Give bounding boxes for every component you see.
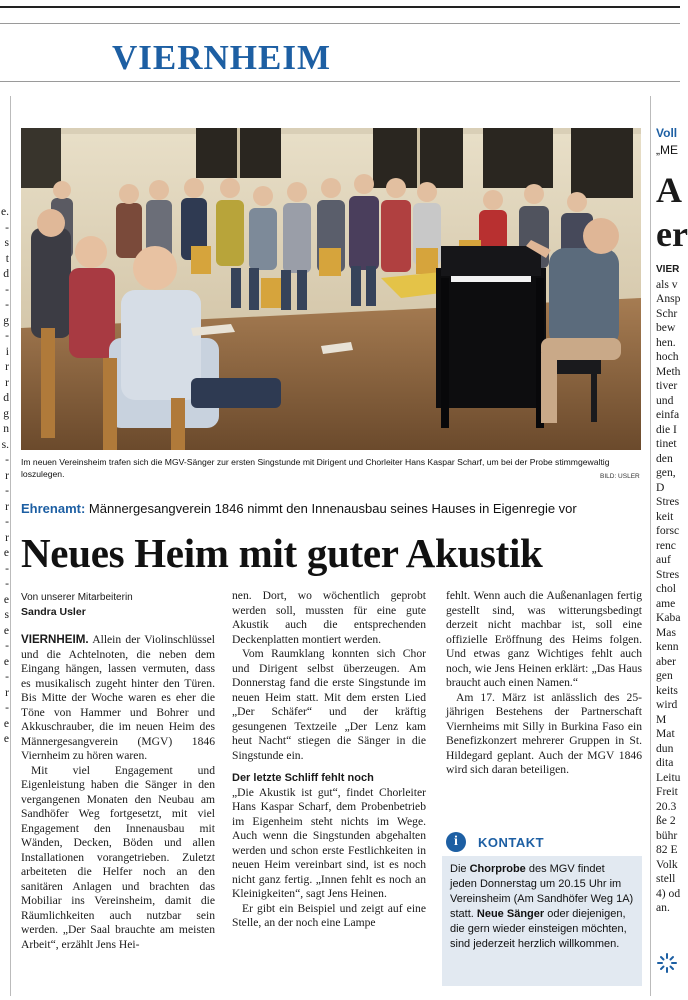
right-strip-fragment: ame — [656, 596, 676, 610]
left-strip-fragment: - — [5, 298, 9, 311]
right-strip-fragment: hen. — [656, 335, 676, 349]
left-strip-fragment: - — [5, 329, 9, 342]
right-strip-fragment: bühr — [656, 828, 678, 842]
header-rule-top — [0, 23, 680, 24]
left-strip-fragment: r — [5, 375, 9, 389]
left-strip-fragment: i — [5, 344, 9, 358]
article-column-2 — [232, 589, 426, 931]
right-strip-headline — [656, 168, 688, 256]
dateline: VIERNHEIM. — [21, 633, 89, 646]
right-strip-fragment: Volk — [656, 857, 678, 871]
article-paragraph: fehlt. Wenn auch die Außenanlagen fertig gestellt sind, was witterungsbedingt derzeit nicht machbar ist, soll eine offizielle Eröffnung des Heims folgen. Und etwas ganz Wichtiges fehlt auch noch, wie Jens Heinen erklärt: „Das Haus braucht auch einen Namen.“ — [446, 589, 642, 689]
right-strip-fragment: 20.3 — [656, 799, 677, 813]
right-strip-fragment: kenn — [656, 640, 679, 653]
right-strip-fragment: Freit — [656, 785, 678, 798]
article-column-3 — [446, 589, 642, 778]
right-strip-head1: Voll — [656, 126, 678, 140]
right-strip-fragment: Ansp — [656, 292, 681, 305]
left-strip-fragment: r — [5, 499, 9, 513]
left-strip-fragment: - — [5, 561, 9, 575]
right-strip-fragment: und — [656, 393, 674, 407]
photo-credit: BILD: USLER — [600, 473, 640, 480]
right-strip-fragment: tinet — [656, 437, 677, 450]
kontakt-text: Die Chorprobe des MGV findet jeden Donnerstag um 20.15 Uhr im Vereinsheim (Am Sandhöfer Weg 1A) statt. Neue Sänger oder diejenigen, die gern wieder einsteigen möchten, sind jederzeit herzlich willkommen. — [450, 863, 634, 950]
left-strip-fragment: d — [3, 391, 9, 404]
right-strip-fragment: Mat — [656, 727, 675, 740]
sun-icon — [657, 953, 677, 973]
kontakt-title: KONTAKT — [478, 834, 545, 850]
right-strip-fragment: keits — [656, 683, 678, 697]
right-strip-fragment: keit — [656, 509, 674, 523]
kicker — [21, 501, 641, 516]
right-strip-fragment: Kaba — [656, 611, 681, 624]
right-strip-fragment: als v — [656, 277, 678, 291]
right-column-divider — [650, 96, 651, 996]
left-strip-fragment: r — [5, 685, 9, 699]
right-strip-fragment: Stres — [656, 567, 680, 581]
right-strip-fragment: aber — [656, 654, 676, 668]
section-title: VIERNHEIM — [112, 38, 332, 77]
kicker-text: Männergesangverein 1846 nimmt den Innenausbau seines Hauses in Eigenregie vor — [88, 501, 577, 516]
photo-illustration — [21, 128, 641, 450]
right-strip-fragment: bew — [656, 321, 676, 334]
right-strip-fragment: renc — [656, 538, 676, 552]
left-strip-fragment: e — [3, 592, 9, 606]
left-strip-fragment: r — [5, 360, 9, 373]
left-strip-fragment: - — [5, 220, 9, 234]
byline-author: Sandra Usler — [21, 606, 86, 618]
left-strip-fragment: n — [3, 422, 9, 435]
right-strip-fragment: ße 2 — [656, 814, 676, 827]
left-strip-fragment: g — [3, 313, 9, 327]
left-strip-fragment: - — [5, 484, 9, 497]
left-strip-fragment: - — [5, 639, 9, 652]
article-paragraph: Er gibt ein Beispiel und zeigt auf eine Stelle, an der noch eine Lampe — [232, 901, 426, 929]
right-strip-text — [656, 263, 680, 916]
left-strip-fragment: s — [4, 608, 9, 621]
left-strip-fragment: - — [5, 701, 9, 714]
left-strip-fragment: e — [3, 623, 9, 637]
right-strip-fragment: dita — [656, 756, 674, 769]
subheading: Der letzte Schliff fehlt noch — [232, 772, 374, 784]
article-paragraph: Am 17. März ist anlässlich des 25-jährigen Bestehens der Partnerschaft Viernheims mit Silly in Burkina Faso ein Benefizkonzert mehrerer Gruppen in St. Hildegard geplant. Auch der MGV 1846 wird sich daran beteiligen. — [446, 690, 642, 776]
left-strip-fragment: d — [3, 267, 9, 280]
article-paragraph: VIERNHEIM. Allein der Violinschlüssel und die Achtelnoten, die neben dem Eingang hängen, lassen vermuten, dass es musikalisch zugeht hinter den Türen. Bis Mitte der Woche waren es eher die Töne von Hammer und Bohrer und Akkuschrauber, die im neuen Heim des Männergesangverein (MGV) 1846 Viernheim zu hören waren. — [21, 633, 215, 762]
right-strip-fragment: tiver — [656, 379, 678, 392]
left-strip-fragment: e. — [0, 205, 9, 218]
left-strip-fragment: - — [5, 515, 9, 528]
right-strip-fragment: gen, — [656, 466, 676, 479]
photo-caption: Im neuen Vereinsheim trafen sich die MGV-Sänger zur ersten Singstunde mit Dirigent und Chorleiter Hans Kaspar Scharf, um bei der Probe stimmgewaltig loszulegen. — [21, 457, 610, 479]
right-strip-big2: er — [656, 214, 688, 254]
byline — [21, 591, 211, 620]
photo-choir-rehearsal — [21, 128, 641, 450]
left-strip-fragment: e — [3, 732, 9, 745]
left-strip-fragment: r — [5, 530, 9, 544]
left-strip-fragment: e — [3, 654, 9, 668]
right-strip-fragment: gen — [656, 669, 673, 682]
article-column-1 — [21, 633, 215, 952]
right-strip-fragment: die I — [656, 422, 677, 436]
right-strip-fragment: VIER — [656, 264, 680, 275]
left-strip-fragment: s — [4, 236, 9, 249]
right-strip-fragment: den — [656, 451, 673, 465]
article-paragraph: „Die Akustik ist gut“, findet Chorleiter Hans Kaspar Scharf, dem Probenbetrieb im Eigenheim steht nichts im Wege. Auch wenn die Singstunden abgehalten werden und schon erste Festlichkeiten in neuen Heim vereinbart sind, ist es noch nicht ganz fertig. „Innen fehlt es noch an Kleinigkeiten“, sagt Jens Heinen. — [232, 785, 426, 900]
left-strip — [0, 205, 9, 748]
right-strip-fragment: forsc — [656, 524, 680, 537]
left-strip-fragment: r — [5, 468, 9, 482]
right-strip-fragment: 4) od — [656, 886, 681, 900]
right-strip-header — [656, 125, 680, 159]
left-strip-fragment: t — [5, 251, 9, 265]
left-strip-fragment: - — [5, 577, 9, 590]
right-strip-fragment: dun — [656, 741, 674, 755]
right-strip-fragment: Mas — [656, 625, 676, 639]
article-paragraph: Mit viel Engagement und Eigenleistung haben die Sänger in den vergangenen Monaten den Neubau am Sandhöfer Weg fortgesetzt, mit viel Engagement den Innenausbau mit Wänden, Decken, Böden und allen Installationen vorangetrieben. Zuletzt arbeiteten die Helfer noch an den sanitären Anlagen und brachten das Mobiliar ins Vereinsheim, damit die Räumlichkeiten auch nutzbar sein werden. „Der Saal brauchte am meisten Arbeit“, erzählt Jens Hei- — [21, 763, 215, 951]
header-rule-bottom — [0, 81, 680, 82]
left-strip-fragment: - — [5, 670, 9, 683]
left-strip-fragment: s. — [1, 437, 9, 451]
right-strip-fragment: einfa — [656, 408, 680, 421]
right-strip-fragment: D — [656, 480, 665, 494]
article-paragraph: Vom Raumklang konnten sich Chor und Dirigent selbst überzeugen. Am Donnerstag fand die erste Singstunde im neuen Heim statt. Mit dem ersten Lied „Der Schäfer“ und der kräftig gesungenen Textzeile „Der Lenz kam heut Nacht“ stiegen die Sänger in die Singstunde ein. — [232, 647, 426, 762]
right-strip-fragment: auf — [656, 553, 671, 566]
right-strip-fragment: Leitu — [656, 770, 681, 784]
right-strip-fragment: 82 E — [656, 843, 678, 856]
right-strip-fragment: an. — [656, 901, 670, 914]
left-strip-fragment: - — [5, 282, 9, 296]
kontakt-header — [446, 832, 642, 852]
right-strip-big1: A — [656, 170, 682, 210]
left-strip-fragment: - — [5, 453, 9, 466]
right-strip-fragment: stell — [656, 872, 676, 885]
kontakt-box — [442, 856, 642, 986]
left-strip-fragment: e — [3, 546, 9, 559]
right-strip-fragment: Schr — [656, 306, 678, 320]
byline-intro: Von unserer Mitarbeiterin — [21, 592, 133, 603]
headline: Neues Heim mit guter Akustik — [21, 530, 543, 576]
kicker-label: Ehrenamt: — [21, 501, 86, 516]
right-strip-fragment: M — [656, 712, 667, 726]
right-strip-head2: „ME — [656, 143, 678, 157]
article-paragraph: nen. Dort, wo wöchentlich geprobt werden soll, mussten für eine gute Akustik auch die entsprechenden Deckenplatten montiert werden. — [232, 589, 426, 646]
info-icon: i — [446, 832, 466, 852]
top-rule — [0, 6, 680, 8]
right-strip-fragment: hoch — [656, 350, 679, 363]
left-strip-fragment: e — [3, 716, 9, 730]
right-strip-fragment: chol — [656, 582, 676, 595]
right-strip-fragment: wird — [656, 698, 678, 711]
left-strip-fragment: g — [3, 406, 9, 420]
right-strip-fragment: Stres — [656, 495, 680, 508]
right-strip-fragment: Meth — [656, 364, 681, 378]
